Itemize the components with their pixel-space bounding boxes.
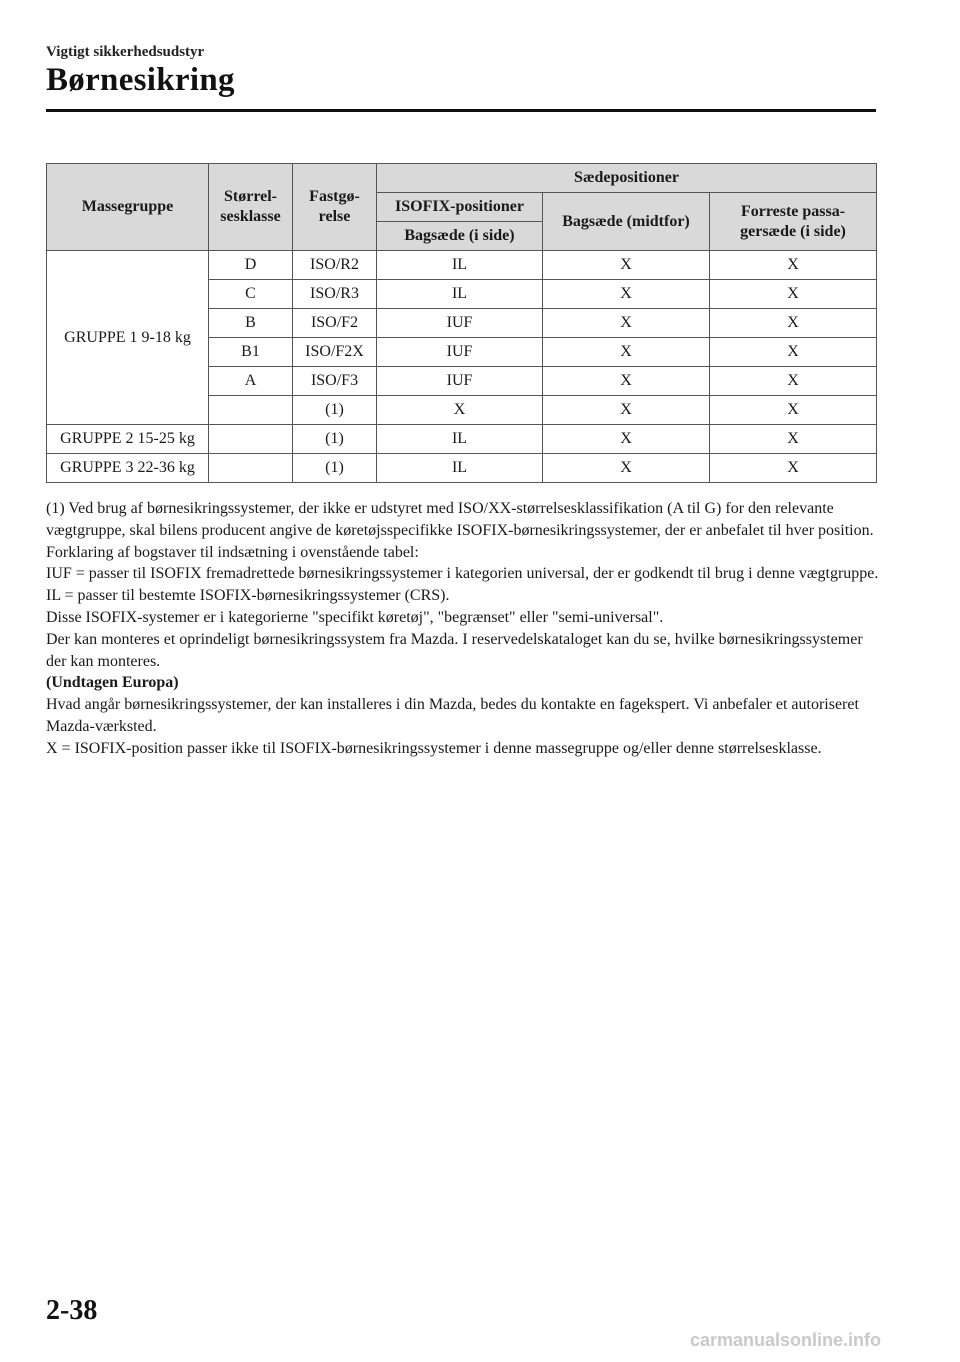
mid-cell: X (543, 454, 710, 483)
side-cell: IUF (377, 367, 543, 396)
header-saedepositioner: Sædepositioner (377, 164, 877, 193)
fix-cell: ISO/R3 (293, 280, 377, 309)
side-cell: X (377, 396, 543, 425)
watermark: carmanualsonline.info (690, 1330, 882, 1350)
legend-iuf: IUF = passer til ISOFIX fremadrettede børnesikringssystemer i kategorien universal, der er godkendt til brug i denne vægtgruppe. (46, 565, 879, 583)
fix-cell: ISO/F2X (293, 338, 377, 367)
front-cell: X (710, 338, 877, 367)
title-rule (46, 109, 876, 112)
mid-cell: X (543, 425, 710, 454)
group-cell: GRUPPE 3 22-36 kg (47, 454, 209, 483)
fix-cell: (1) (293, 396, 377, 425)
mid-cell: X (543, 280, 710, 309)
header-fastgoerelse: Fastgø- relse (293, 164, 377, 251)
front-cell: X (710, 367, 877, 396)
size-cell (209, 425, 293, 454)
fix-cell: (1) (293, 425, 377, 454)
side-cell: IL (377, 454, 543, 483)
front-cell: X (710, 454, 877, 483)
header-isofix-positioner: ISOFIX-positioner (377, 193, 543, 222)
size-cell: B (209, 309, 293, 338)
page-number: 2-38 (46, 1295, 98, 1326)
mid-cell: X (543, 251, 710, 280)
table-row (47, 454, 877, 483)
side-cell: IL (377, 280, 543, 309)
page-title: Børnesikring (46, 62, 235, 98)
size-cell: B1 (209, 338, 293, 367)
header-bagsaede-midt: Bagsæde (midtfor) (543, 193, 710, 251)
isofix-table (46, 163, 877, 483)
mid-cell: X (543, 338, 710, 367)
front-cell: X (710, 251, 877, 280)
size-cell: D (209, 251, 293, 280)
legend-categories: Disse ISOFIX-systemer er i kategorierne "specifikt køretøj", "begrænset" eller "semi-universal". (46, 608, 664, 626)
size-cell: C (209, 280, 293, 309)
front-cell: X (710, 309, 877, 338)
header-massegruppe: Massegruppe (47, 164, 209, 251)
legend-il: IL = passer til bestemte ISOFIX-børnesikringssystemer (CRS). (46, 587, 450, 605)
front-cell: X (710, 425, 877, 454)
footnote-1: (1) Ved brug af børnesikringssystemer, der ikke er udstyret med ISO/XX-størrelsesklassifikation (A til G) for den relevante vægtgruppe, skal bilens producent angive de køretøjsspecifikke ISOFIX-børnesikringssystemer, der er anbefalet til hver position. (46, 500, 874, 539)
subheading-except-europe: (Undtagen Europa) (46, 674, 179, 692)
fix-cell: ISO/F3 (293, 367, 377, 396)
front-cell: X (710, 280, 877, 309)
size-cell (209, 454, 293, 483)
table-row (47, 251, 877, 280)
table-row (47, 425, 877, 454)
mid-cell: X (543, 309, 710, 338)
legend-x: X = ISOFIX-position passer ikke til ISOFIX-børnesikringssystemer i denne massegruppe og/eller denne størrelsesklasse. (46, 739, 822, 757)
fix-cell: (1) (293, 454, 377, 483)
side-cell: IUF (377, 309, 543, 338)
group-cell: GRUPPE 1 9-18 kg (47, 251, 209, 425)
side-cell: IL (377, 251, 543, 280)
size-cell (209, 396, 293, 425)
front-cell: X (710, 396, 877, 425)
header-stoerrelsesklasse: Størrel- sesklasse (209, 164, 293, 251)
group-cell: GRUPPE 2 15-25 kg (47, 425, 209, 454)
fix-cell: ISO/F2 (293, 309, 377, 338)
side-cell: IUF (377, 338, 543, 367)
header-forreste: Forreste passa- gersæde (i side) (710, 193, 877, 251)
size-cell: A (209, 367, 293, 396)
legend-mazda: Der kan monteres et oprindeligt børnesikringssystem fra Mazda. I reservedelskataloget kan du se, hvilke børnesikringssystemer der kan monteres. (46, 630, 863, 670)
footnotes (46, 498, 881, 760)
fix-cell: ISO/R2 (293, 251, 377, 280)
mid-cell: X (543, 367, 710, 396)
header-bagsaede-side: Bagsæde (i side) (377, 222, 543, 251)
section-label: Vigtigt sikkerhedsudstyr (46, 44, 205, 60)
mid-cell: X (543, 396, 710, 425)
note-expert: Hvad angår børnesikringssystemer, der kan installeres i din Mazda, bedes du kontakte en fagekspert. Vi anbefaler et autoriseret Mazda-værksted. (46, 696, 859, 735)
side-cell: IL (377, 425, 543, 454)
legend-intro: Forklaring af bogstaver til indsætning i ovenstående tabel: (46, 543, 419, 561)
